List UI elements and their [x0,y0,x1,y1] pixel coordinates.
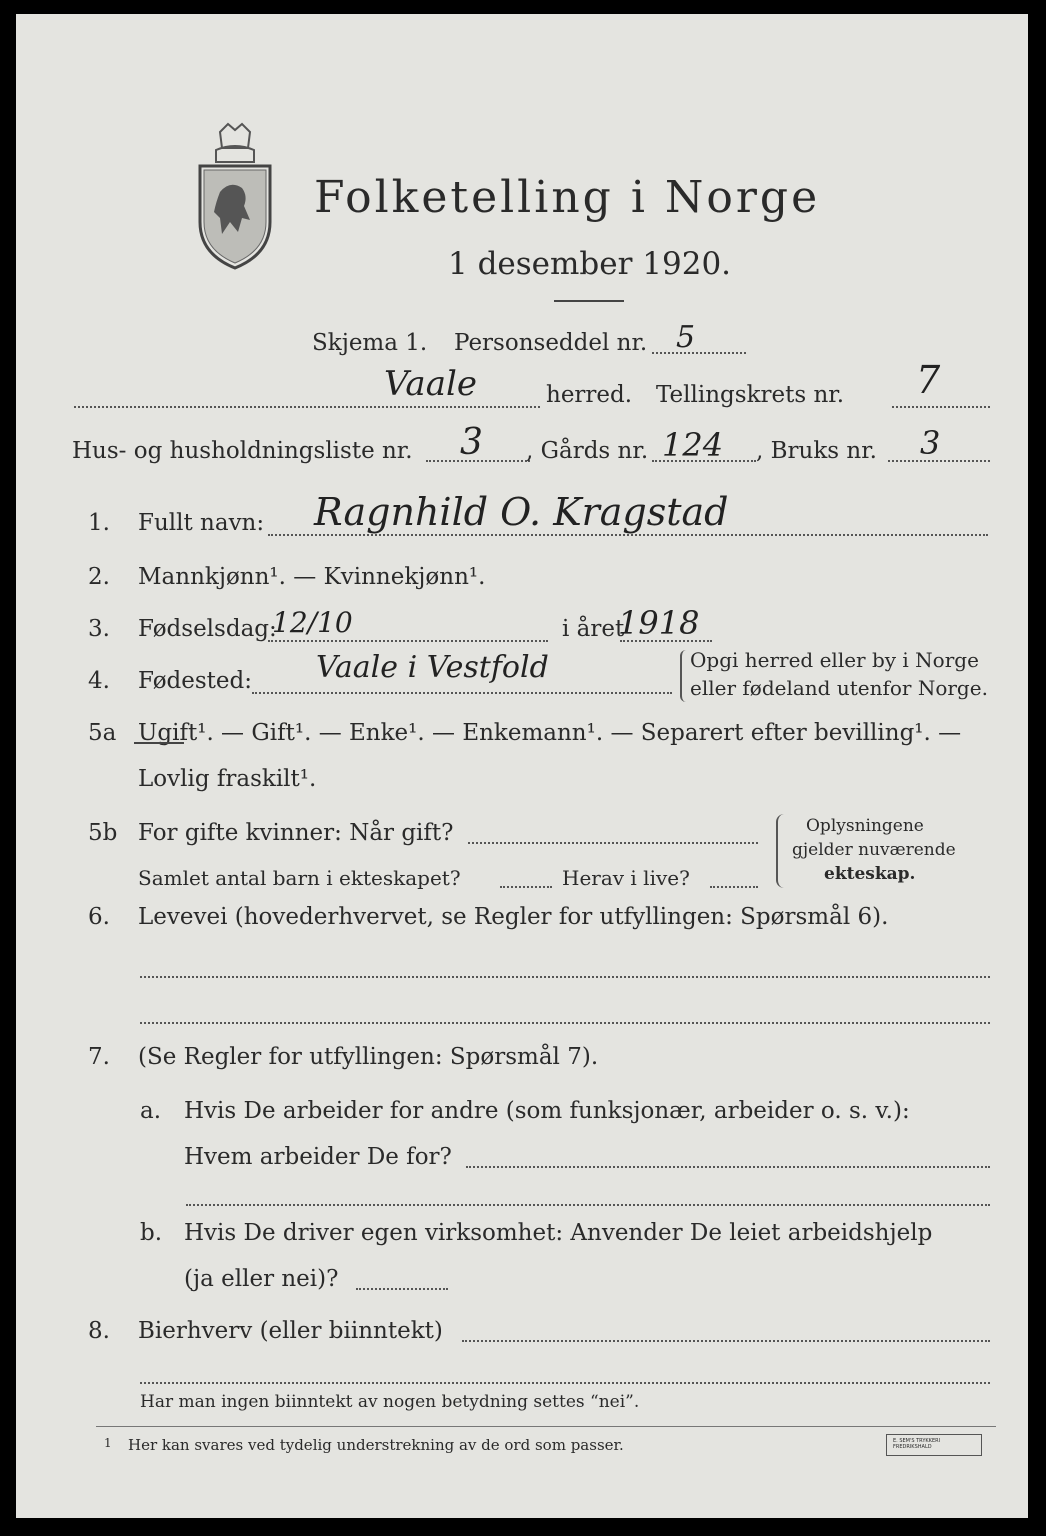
q2-number: 2. [88,564,110,590]
q7b-answer-line [356,1288,448,1290]
q7-label: (Se Regler for utfyllingen: Spørsmål 7). [138,1044,599,1070]
printer-stamp [886,1434,982,1456]
footer-note: Har man ingen biinntekt av nogen betydning settes “nei”. [140,1392,640,1412]
q7a-line1: Hvis De arbeider for andre (som funksjonær, arbeider o. s. v.): [184,1098,910,1124]
q8-label: Bierhverv (eller biinntekt) [138,1318,443,1344]
q8-line1 [462,1340,990,1342]
q6-line2 [140,1022,990,1024]
q7b-line2: (ja eller nei)? [184,1266,339,1292]
bruks-nr-value: 3 [920,424,941,462]
q5b-line2a: Samlet antal barn i ekteskapet? [138,866,461,890]
q4-note-line2: eller fødeland utenfor Norge. [690,676,988,700]
q3-label: Fødselsdag: [138,616,277,642]
herred-value: Vaale [384,364,477,404]
q3-day-value: 12/10 [272,606,353,639]
q1-line [268,534,988,536]
q5b-children-line [500,886,552,888]
q3-year-value: 1918 [618,604,700,642]
q6-label: Levevei (hovederhvervet, se Regler for utfyllingen: Spørsmål 6). [138,904,889,930]
q3-day-line [268,640,548,642]
person-label: Personseddel nr. [454,330,648,356]
q6-line1 [140,976,990,978]
q5a-underline [134,742,184,744]
herred-label: herred. [546,382,633,408]
q4-number: 4. [88,668,110,694]
herred-line [74,406,540,408]
q4-bracket [680,650,690,702]
q5b-note-line3: ekteskap. [824,864,916,884]
q5b-bracket [776,814,786,888]
q5b-married-line [468,842,758,844]
krets-nr-line [892,406,990,408]
q1-value: Ragnhild O. Kragstad [314,490,729,534]
q4-line [252,692,672,694]
q5a-line2: Lovlig fraskilt¹. [138,766,317,792]
q7b-line1: Hvis De driver egen virksomhet: Anvender De leiet arbeidshjelp [184,1220,933,1246]
q7a-letter: a. [140,1098,162,1124]
census-date: 1 desember 1920. [448,246,732,282]
krets-nr-value: 7 [916,358,941,402]
person-nr-value: 5 [676,320,696,355]
q5a-line1: Ugift¹. — Gift¹. — Enke¹. — Enkemann¹. — Separert efter bevilling¹. — [138,720,962,746]
q4-label: Fødested: [138,668,253,694]
q5b-line1: For gifte kvinner: Når gift? [138,820,454,846]
hus-nr-value: 3 [460,422,483,463]
footnote-mark: 1 [104,1436,112,1450]
printer-stamp-text: E. SEM'S TRYKKERI FREDRIKSHALD [893,1438,941,1450]
q1-label: Fullt navn: [138,510,265,536]
title-divider [554,300,624,302]
q7a-line2: Hvem arbeider De for? [184,1144,452,1170]
q4-value: Vaale i Vestfold [316,650,549,685]
q1-number: 1. [88,510,110,536]
gards-nr-value: 124 [662,426,724,464]
census-form [16,14,1028,1518]
q3-number: 3. [88,616,110,642]
coat-of-arms-icon [190,122,280,272]
q4-note-line1: Opgi herred eller by i Norge [690,648,979,672]
person-nr-line [652,352,746,354]
q5b-note-line1: Oplysningene [806,816,924,836]
q5b-number: 5b [88,820,118,846]
q7-number: 7. [88,1044,110,1070]
footer-rule [96,1426,996,1427]
q8-line2 [140,1382,990,1384]
gards-label: , Gårds nr. [526,438,649,464]
hus-label: Hus- og husholdningsliste nr. [72,438,413,464]
footnote-text: Her kan svares ved tydelig understrekning av de ord som passer. [128,1436,624,1454]
q3-year-label: i året [562,616,625,642]
q6-number: 6. [88,904,110,930]
krets-label: Tellingskrets nr. [656,382,845,408]
q5b-alive-line [710,886,758,888]
schema-label: Skjema 1. [312,330,428,356]
form-title: Folketelling i Norge [314,172,821,223]
q8-number: 8. [88,1318,110,1344]
q7a-answer-line2 [186,1204,990,1206]
q5b-line2b: Herav i live? [562,866,690,890]
q7b-letter: b. [140,1220,163,1246]
q5a-number: 5a [88,720,117,746]
q2-label: Mannkjønn¹. — Kvinnekjønn¹. [138,564,486,590]
q5b-note-line2: gjelder nuværende [792,840,956,860]
q7a-answer-line [466,1166,990,1168]
bruks-label: , Bruks nr. [756,438,877,464]
